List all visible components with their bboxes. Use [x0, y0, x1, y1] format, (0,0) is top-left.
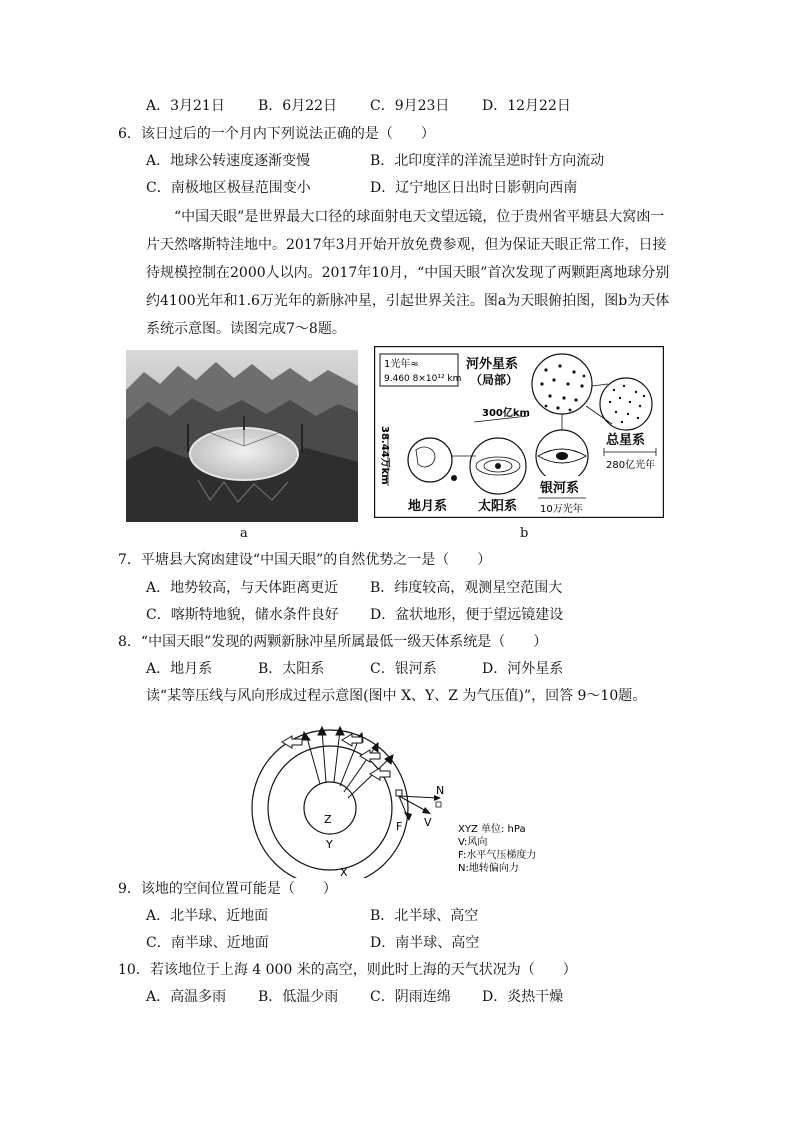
figure-b-diagram — [374, 346, 664, 518]
extragalactic-part-label: （局部） — [470, 373, 519, 387]
isobar-x-label: X — [340, 866, 348, 878]
q9-option-d: D．南半球、高空 — [370, 935, 480, 951]
isobar-y — [268, 746, 392, 870]
q9-option-b: B．北半球、高空 — [370, 908, 479, 924]
legend-n: N:地转偏向力 — [458, 863, 519, 874]
q5-option-a: A．3月21日 — [146, 98, 225, 114]
isobar-z-label: Z — [324, 813, 332, 826]
q7-option-b: B．纬度较高，观测星空范围大 — [370, 580, 563, 596]
q10-option-d: D．炎热干燥 — [482, 989, 564, 1005]
q7-option-d: D．盆状地形，便于望远镜建设 — [370, 607, 564, 623]
isobar-x — [252, 730, 408, 878]
q7-option-a: A．地势较高，与天体距离更近 — [146, 580, 339, 596]
q5-option-d: D．12月22日 — [482, 98, 571, 114]
extragalactic-label: 河外星系 — [466, 357, 519, 372]
passage-fast: “中国天眼”是世界最大口径的球面射电天文望远镜，位于贵州省平塘县大窝凼一片天然喀斯特洼地中。2017年3月开始开放免费参观，但为保证天眼正常工作，日接待规模控制在2000人以内。2017年10月，“中国天眼”首次发现了两颗距离地球分别约4100光年和1.6万光年的新脉冲星，引起世界关注。图a为天眼俯拍图，图b为天体系统示意图。读图完成7～8题。 — [146, 209, 670, 337]
legend-v: V:风向 — [458, 837, 488, 848]
legend-units: XYZ 单位: hPa — [458, 824, 526, 835]
lightyear-value: 9.460 8×10¹² km — [384, 374, 462, 384]
distance-10-label: 10万光年 — [540, 504, 583, 515]
wind-v-label: V — [424, 816, 432, 829]
q10-option-b: B．低温少雨 — [258, 989, 339, 1005]
lightyear-label: 1光年≈ — [384, 359, 419, 370]
q8-stem: 8．“中国天眼”发现的两颗新脉冲星所属最低一级天体系统是（ ） — [118, 634, 548, 650]
earth-moon-label: 地月系 — [408, 499, 448, 514]
milky-way-label: 银河系 — [540, 481, 580, 496]
q7-stem: 7．平塘县大窝凼建设“中国天眼”的自然优势之一是（ ） — [118, 552, 492, 568]
distance-384-label: 38.44万km — [379, 426, 390, 485]
isobar-figure — [248, 722, 568, 878]
solar-system-label: 太阳系 — [478, 499, 518, 514]
q9-option-a: A．北半球、近地面 — [146, 908, 269, 924]
q6-option-b: B．北印度洋的洋流呈逆时针方向流动 — [370, 153, 605, 169]
q10-stem: 10．若该地位于上海 4 000 米的高空，则此时上海的天气状况为（ ） — [118, 962, 577, 978]
q8-option-b: B．太阳系 — [258, 661, 325, 677]
distance-300-label: 300亿km — [482, 408, 530, 419]
q9-option-c: C．南半球、近地面 — [146, 935, 269, 951]
figure-a-caption: a — [240, 526, 248, 541]
q7-option-c: C．喀斯特地貌，储水条件良好 — [146, 607, 339, 623]
q8-option-c: C．银河系 — [370, 661, 437, 677]
q6-option-c: C．南极地区极昼范围变小 — [146, 180, 311, 196]
isobar-intro: 读“某等压线与风向形成过程示意图(图中 X、Y、Z 为气压值)”，回答 9～10题。 — [146, 688, 647, 704]
force-n-label: N — [436, 784, 445, 797]
isobar-y-label: Y — [326, 838, 333, 851]
q6-stem: 6．该日过后的一个月内下列说法正确的是（ ） — [118, 126, 435, 142]
q8-option-a: A．地月系 — [146, 661, 213, 677]
q9-stem: 9．该地的空间位置可能是（ ） — [118, 881, 337, 897]
q6-option-a: A．地球公转速度逐渐变慢 — [146, 153, 311, 169]
q5-option-b: B．6月22日 — [258, 98, 338, 114]
legend-f: F:水平气压梯度力 — [458, 850, 537, 861]
q6-option-d: D．辽宁地区日出时日影朝向西南 — [370, 180, 578, 196]
universe-label: 总星系 — [606, 433, 646, 448]
isobar-z — [304, 782, 356, 834]
figure-b-caption: b — [520, 526, 529, 541]
distance-280-label: 280亿光年 — [606, 460, 656, 471]
q10-option-c: C．阴雨连绵 — [370, 989, 451, 1005]
force-f-label: F — [396, 820, 403, 833]
q5-option-c: C．9月23日 — [370, 98, 450, 114]
figure-a-photo — [126, 350, 358, 522]
q8-option-d: D．河外星系 — [482, 661, 564, 677]
universe-circle — [600, 378, 652, 430]
q10-option-a: A．高温多雨 — [146, 989, 227, 1005]
